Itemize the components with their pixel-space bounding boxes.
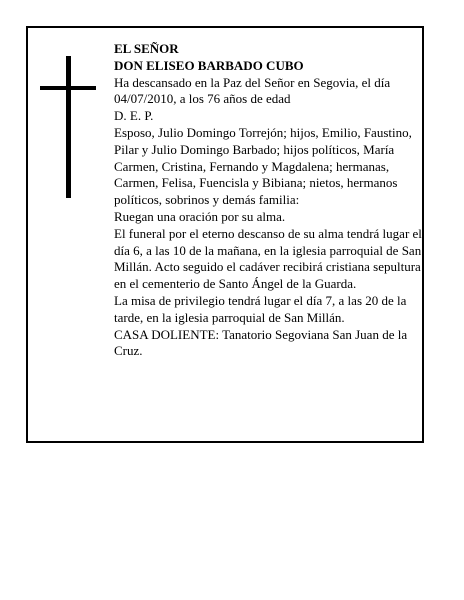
passing-statement: Ha descansado en la Paz del Señor en Segovia, el día 04/07/2010, a los 76 años de edad	[114, 74, 391, 107]
cross-icon	[40, 56, 96, 198]
notice-title-honorific: EL SEÑOR	[114, 41, 179, 56]
notice-title-name: DON ELISEO BARBADO CUBO	[114, 57, 304, 73]
funeral-details: El funeral por el eterno descanso de su alma tendrá lugar el día 6, a las 10 de la mañana, en la iglesia parroquial de San Millán. Acto seguido el cadáver recibirá cristiana sepultura en el cementerio de Santo Ángel de la Guarda.	[114, 225, 422, 292]
family-list: Esposo, Julio Domingo Torrejón; hijos, Emilio, Faustino, Pilar y Julio Domingo Barbado; hijos políticos, María Carmen, Cristina, Fernando y Magdalena; hermanas, Carmen, Felisa, Fuencisla y Bibiana; nietos, hermanos políticos, sobrinos y demás familia:	[114, 124, 412, 208]
mass-details: La misa de privilegio tendrá lugar el día 7, a las 20 de la tarde, en la iglesia parroquial de San Millán.	[114, 292, 407, 325]
obituary-notice	[26, 26, 424, 443]
cross-horizontal-bar	[40, 86, 96, 90]
notice-body	[114, 41, 424, 360]
rip-line: D. E. P.	[114, 108, 154, 124]
prayer-request: Ruegan una oración por su alma.	[114, 208, 286, 224]
funeral-home: CASA DOLIENTE: Tanatorio Segoviana San Juan de la Cruz.	[114, 326, 408, 359]
cross-vertical-bar	[66, 56, 71, 198]
